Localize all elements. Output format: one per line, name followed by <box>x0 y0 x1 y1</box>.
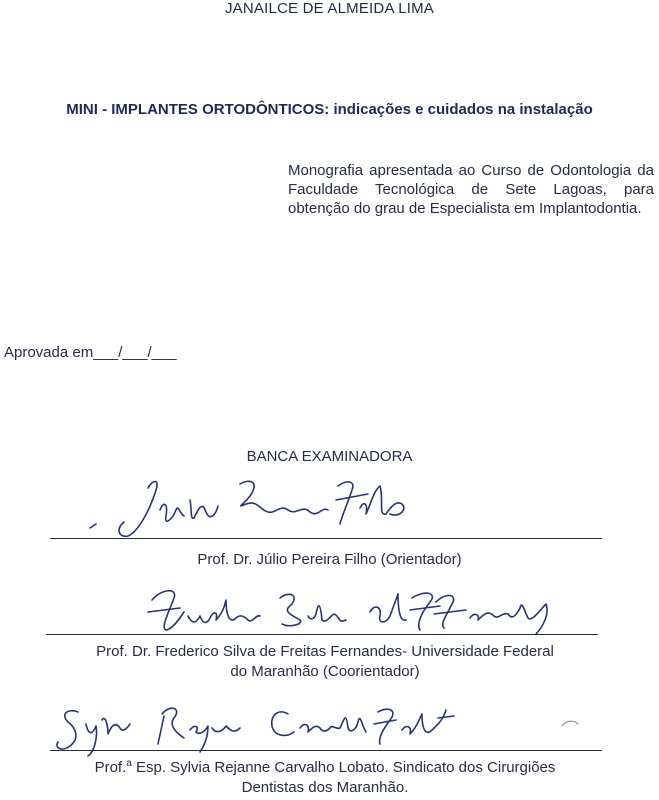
examiner-3 <box>60 758 590 798</box>
examiner-3-prefix: Prof. <box>94 759 127 776</box>
examiner-3-affiliation: Dentistas dos Maranhão. <box>241 779 409 796</box>
examiner-1 <box>0 550 659 570</box>
examiner-2 <box>60 642 590 682</box>
examiner-1-name: Prof. Dr. Júlio Pereira Filho (Orientador) <box>197 551 462 568</box>
signature-line-2 <box>46 634 598 635</box>
document-title: MINI - IMPLANTES ORTODÔNTICOS: indicações e cuidados na instalação <box>66 101 593 118</box>
examiner-3-name <box>60 758 590 778</box>
pen-mark <box>560 718 582 730</box>
monograph-description: Monografia apresentada ao Curso de Odontologia da Faculdade Tecnológica de Sete Lagoas, para obtenção do grau de Especialista em Implantodontia. <box>288 162 654 217</box>
examiner-3-rest: Esp. Sylvia Rejanne Carvalho Lobato. Sindicato dos Cirurgiões <box>131 759 556 776</box>
examiner-2-affiliation: do Maranhão (Coorientador) <box>230 663 420 680</box>
signature-line-3 <box>50 750 602 751</box>
author-name: JANAILCE DE ALMEIDA LIMA <box>224 0 435 17</box>
examiner-2-name: Prof. Dr. Frederico Silva de Freitas Fernandes- Universidade Federal <box>96 643 554 660</box>
board-heading: BANCA EXAMINADORA <box>246 448 413 465</box>
signature-2 <box>140 580 560 640</box>
approval-date-field: Aprovada em___/___/___ <box>4 344 177 361</box>
examiner-3-sup: a <box>126 758 132 769</box>
signature-line-1 <box>50 538 602 539</box>
signature-1 <box>90 470 420 545</box>
